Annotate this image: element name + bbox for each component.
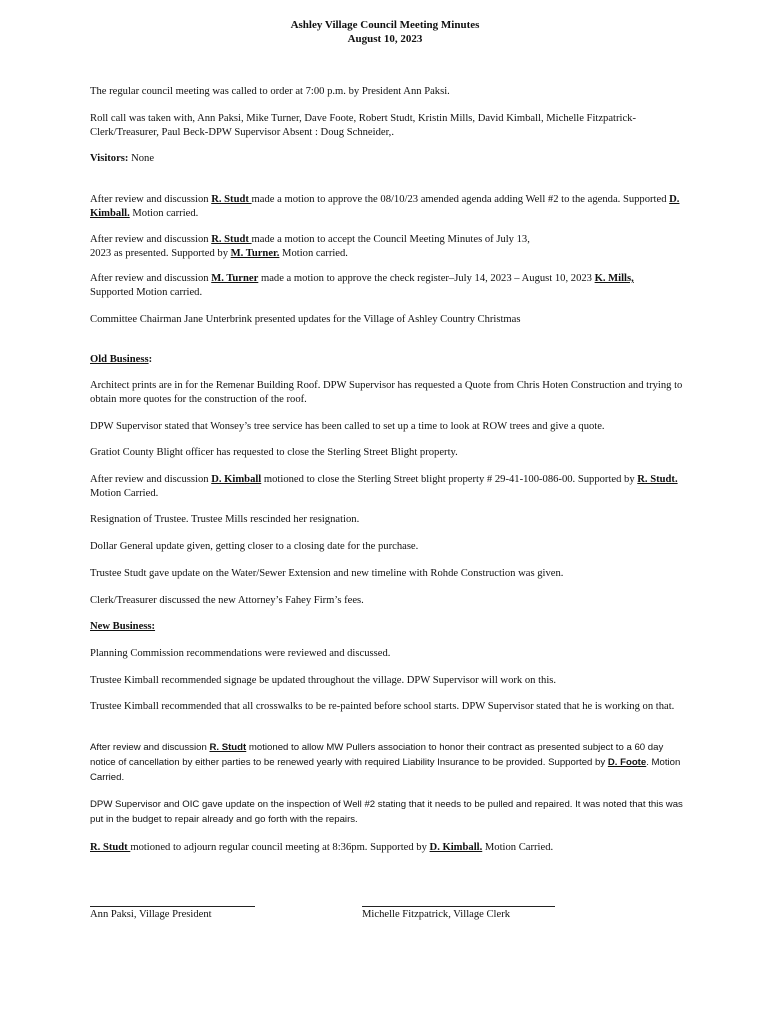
supporter-name: D. Kimball. [90, 194, 680, 219]
clerk-signature-label: Michelle Fitzpatrick, Village Clerk [362, 909, 511, 920]
document-title: Ashley Village Council Meeting Minutes [290, 19, 480, 31]
motion-text: After review and discussion [90, 742, 210, 753]
well-update: DPW Supervisor and OIC gave update on the inspection of Well #2 stating that it needs to be pulled and repaired. It was noted that this was put in the budget to repair already and go forth with the repairs. [90, 799, 683, 825]
new-business-heading: New Business: [90, 621, 156, 632]
attorney-fees: Clerk/Treasurer discussed the new Attorney’s Fahey Firm’s fees. [90, 595, 364, 606]
blight-motion [90, 473, 690, 501]
supporter-name: R. Studt. [637, 474, 678, 485]
supporter-name: M. Turner. [230, 248, 280, 259]
motion-text: After review and discussion [90, 474, 212, 485]
motion-text: . Motion Carried. [90, 757, 681, 783]
motion-text: After review and discussion [90, 234, 212, 245]
heading-colon: : [148, 354, 153, 365]
visitors-label: Visitors: [90, 153, 129, 164]
water-sewer-update: Trustee Studt gave update on the Water/Sewer Extension and new timeline with Rohde Construction was given. [90, 568, 564, 579]
supporter-name: D. Foote [607, 757, 647, 768]
adjourn-motion [90, 841, 690, 855]
blight-request: Gratiot County Blight officer has requested to close the Sterling Street Blight property. [90, 447, 458, 458]
heading-text: Old Business [90, 354, 149, 365]
mover-name: R. Studt [209, 742, 247, 753]
motion-text: Supported Motion carried. [90, 287, 203, 298]
document-date: August 10, 2023 [347, 33, 423, 45]
motion-text: Motion carried. [279, 248, 348, 259]
pullers-motion [90, 740, 690, 785]
supporter-name: K. Mills, [594, 273, 634, 284]
motion-text: Motion Carried. [90, 488, 159, 499]
supporter-name: D. Kimball. [429, 842, 483, 853]
motion-text: made a motion to accept the Council Meeting Minutes of July 13, 2023 as presented. Supported by [90, 234, 530, 259]
old-business-heading [90, 353, 690, 367]
visitors-value: None [128, 153, 155, 164]
clerk-signature-line [362, 906, 555, 907]
agenda-motion [90, 193, 690, 221]
visitors-line [90, 152, 690, 166]
committee-update: Committee Chairman Jane Unterbrink presented updates for the Village of Ashley Country Christmas [90, 314, 521, 325]
motion-text: Motion carried. [129, 208, 199, 219]
dollar-general-update: Dollar General update given, getting closer to a closing date for the purchase. [90, 541, 419, 552]
motion-text: made a motion to approve the check register–July 14, 2023 – August 10, 2023 [258, 273, 595, 284]
signage-recommendation: Trustee Kimball recommended signage be updated throughout the village. DPW Supervisor will work on this. [90, 675, 557, 686]
president-signature-label: Ann Paksi, Village President [90, 909, 212, 920]
mover-name: R. Studt [211, 194, 252, 205]
president-signature-line [90, 906, 255, 907]
motion-text: After review and discussion [90, 273, 212, 284]
mover-name: R. Studt [211, 234, 252, 245]
call-to-order: The regular council meeting was called to order at 7:00 p.m. by President Ann Paksi. [90, 86, 450, 97]
tree-service-update: DPW Supervisor stated that Wonsey’s tree service has been called to set up a time to look at ROW trees and give a quote. [90, 421, 605, 432]
motion-text: After review and discussion [90, 194, 212, 205]
mover-name: D. Kimball [211, 474, 262, 485]
mover-name: R. Studt [90, 842, 131, 853]
motion-text: made a motion to approve the 08/10/23 amended agenda adding Well #2 to the agenda. Supported [251, 194, 670, 205]
motion-text: motioned to close the Sterling Street blight property # 29-41-100-086-00. Supported by [261, 474, 638, 485]
crosswalk-recommendation: Trustee Kimball recommended that all crosswalks to be re-painted before school starts. DPW Supervisor stated that he is working on that. [90, 701, 675, 712]
trustee-resignation: Resignation of Trustee. Trustee Mills rescinded her resignation. [90, 514, 360, 525]
minutes-motion [90, 233, 530, 261]
motion-text: motioned to adjourn regular council meeting at 8:36pm. Supported by [130, 842, 430, 853]
planning-commission: Planning Commission recommendations were reviewed and discussed. [90, 648, 391, 659]
roll-call: Roll call was taken with, Ann Paksi, Mike Turner, Dave Foote, Robert Studt, Kristin Mills, David Kimball, Michelle Fitzpatrick-Clerk/Treasurer, Paul Beck-DPW Supervisor Absent : Doug Schneider,. [90, 113, 636, 138]
motion-text: Motion Carried. [482, 842, 554, 853]
motion-text: motioned to allow MW Pullers association to honor their contract as presented subject to a 60 day notice of cancellation by either parties to be renewed yearly with required Liability Insurance to be provided. Supported by [90, 742, 664, 768]
mover-name: M. Turner [211, 273, 259, 284]
architect-update: Architect prints are in for the Remenar Building Roof. DPW Supervisor has requested a Quote from Chris Hoten Construction and trying to obtain more quotes for the construction of the roof. [90, 380, 683, 405]
register-motion [90, 272, 660, 300]
